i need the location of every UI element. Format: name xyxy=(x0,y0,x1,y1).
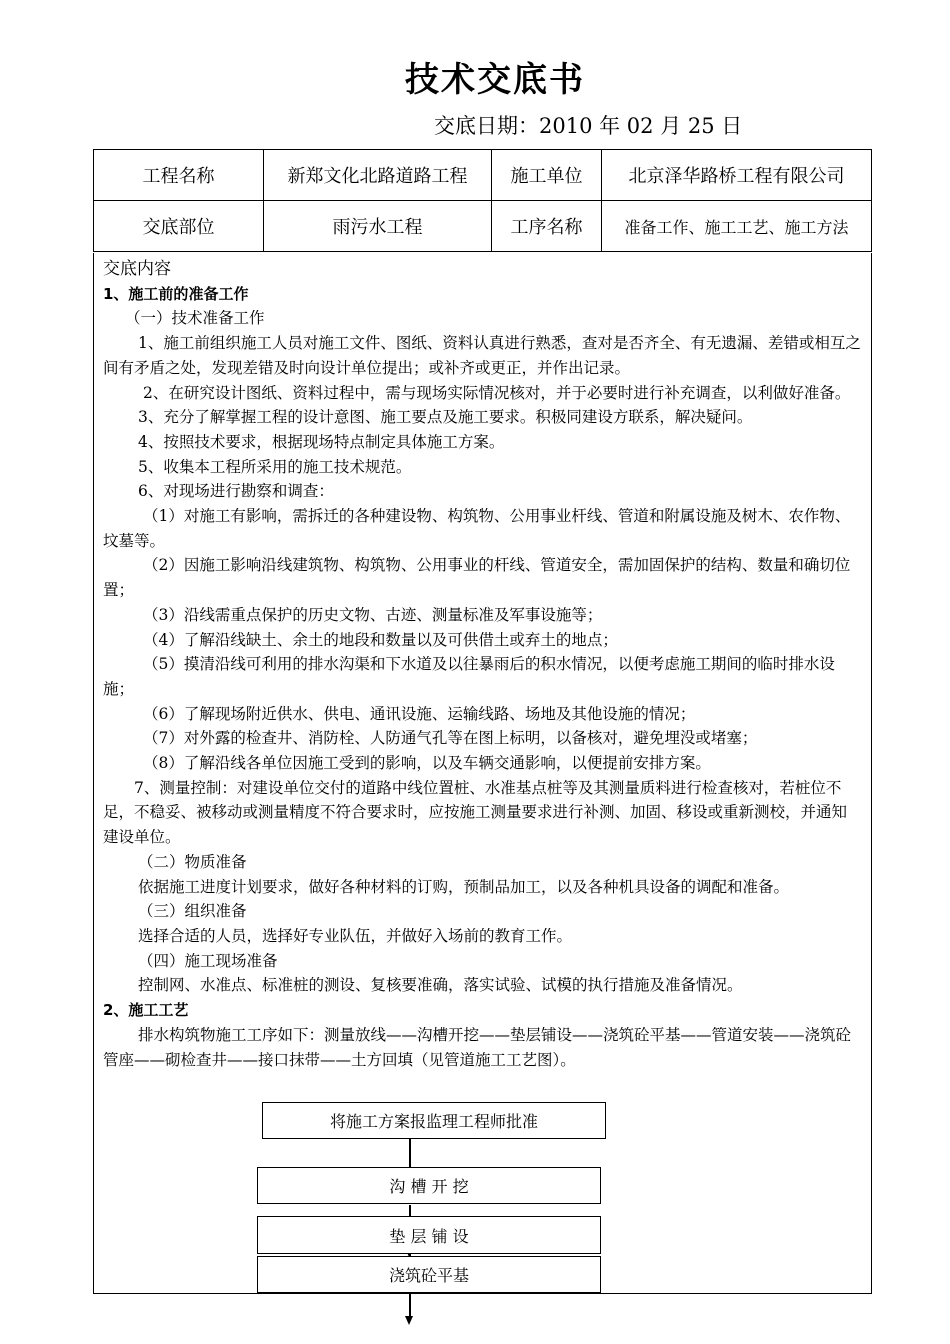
part-label: 交底部位 xyxy=(94,201,264,252)
handover-content xyxy=(103,257,861,1072)
paragraph: 控制网、水准点、标准桩的测设、复核要准确，落实试验、试模的执行措施及准备情况。 xyxy=(138,976,743,995)
project-name-label: 工程名称 xyxy=(94,150,264,201)
paragraph: 4、按照技术要求，根据现场特点制定具体施工方案。 xyxy=(138,432,505,451)
subsection-organization-prep: （三）组织准备 xyxy=(138,902,247,921)
section-2-heading: 2、施工工艺 xyxy=(103,1001,189,1020)
paragraph: （3）沿线需重点保护的历史文物、古迹、测量标准及军事设施等； xyxy=(143,605,603,624)
part-value: 雨污水工程 xyxy=(264,201,492,252)
paragraph: 1、施工前组织施工人员对施工文件、图纸、资料认真进行熟悉，查对是否齐全、有无遗漏、差错或相互之间有矛盾之处，发现差错及时向设计单位提出；或补齐或更正，并作出记录。 xyxy=(103,334,861,377)
flow-step-concrete-base: 浇筑砼平基 xyxy=(257,1256,601,1293)
content-label: 交底内容 xyxy=(103,259,171,279)
paragraph: 依据施工进度计划要求，做好各种材料的订购，预制品加工，以及各种机具设备的调配和准备。 xyxy=(138,877,790,896)
paragraph: （5）摸清沿线可利用的排水沟渠和下水道及以往暴雨后的积水情况，以便考虑施工期间的临时排水设施； xyxy=(103,655,835,698)
subsection-site-prep: （四）施工现场准备 xyxy=(138,951,278,970)
paragraph: （2）因施工影响沿线建筑物、构筑物、公用事业的杆线、管道安全，需加固保护的结构、数量和确切位置； xyxy=(103,556,851,600)
flow-step-approval: 将施工方案报监理工程师批准 xyxy=(262,1102,606,1139)
arrow-down-icon xyxy=(405,1316,413,1325)
paragraph: 7、测量控制：对建设单位交付的道路中线位置桩、水准基点桩等及其测量质料进行检查核对，若桩位不足，不稳妥、被移动或测量精度不符合要求时，应按施工测量要求进行补测、加固、移设或重新测校，并通知建设单位。 xyxy=(103,778,848,847)
subsection-technical-prep: （一）技术准备工作 xyxy=(125,309,265,328)
info-row-1 xyxy=(94,150,872,201)
paragraph: 选择合适的人员，选择好专业队伍，并做好入场前的教育工作。 xyxy=(138,926,573,945)
paragraph: （4）了解沿线缺土、余土的地段和数量以及可供借土或弃土的地点； xyxy=(143,630,618,649)
paragraph: 5、收集本工程所采用的施工技术规范。 xyxy=(138,457,412,476)
subsection-material-prep: （二）物质准备 xyxy=(138,852,247,871)
paragraph: （7）对外露的检查井、消防栓、人防通气孔等在图上标明，以备核对，避免埋没或堵塞； xyxy=(143,729,758,748)
paragraph: 2、在研究设计图纸、资料过程中，需与现场实际情况核对，并于必要时进行补充调查，以利做好准备。 xyxy=(143,383,851,402)
info-row-2 xyxy=(94,201,872,252)
process-value: 准备工作、施工工艺、施工方法 xyxy=(602,201,872,252)
paragraph: 3、充分了解掌握工程的设计意图、施工要点及施工要求。积极同建设方联系，解决疑问。 xyxy=(138,408,753,427)
handover-date: 交底日期：2010 年 02 月 25 日 xyxy=(434,114,743,138)
flow-step-trench-excavation: 沟 槽 开 挖 xyxy=(257,1167,601,1204)
project-name-value: 新郑文化北路道路工程 xyxy=(264,150,492,201)
paragraph: 排水构筑物施工工序如下：测量放线——沟槽开挖——垫层铺设——浇筑砼平基——管道安装——浇筑砼管座——砌检查井——接口抹带——土方回填（见管道施工工艺图）。 xyxy=(103,1025,852,1069)
paragraph: 6、对现场进行勘察和调查： xyxy=(138,482,334,501)
paragraph: （8）了解沿线各单位因施工受到的影响，以及车辆交通影响，以便提前安排方案。 xyxy=(143,754,711,773)
flow-step-bedding: 垫 层 铺 设 xyxy=(257,1216,601,1254)
info-table xyxy=(93,149,872,252)
flow-connector xyxy=(409,1139,411,1169)
document-title: 技术交底书 xyxy=(405,60,585,100)
contractor-label: 施工单位 xyxy=(492,150,602,201)
paragraph: （1）对施工有影响，需拆迁的各种建设物、构筑物、公用事业杆线、管道和附属设施及树木、农作物、坟墓等。 xyxy=(103,507,851,550)
paragraph: （6）了解现场附近供水、供电、通讯设施、运输线路、场地及其他设施的情况； xyxy=(143,704,696,723)
section-1-heading: 1、施工前的准备工作 xyxy=(103,284,249,303)
contractor-value: 北京泽华路桥工程有限公司 xyxy=(602,150,872,201)
process-label: 工序名称 xyxy=(492,201,602,252)
